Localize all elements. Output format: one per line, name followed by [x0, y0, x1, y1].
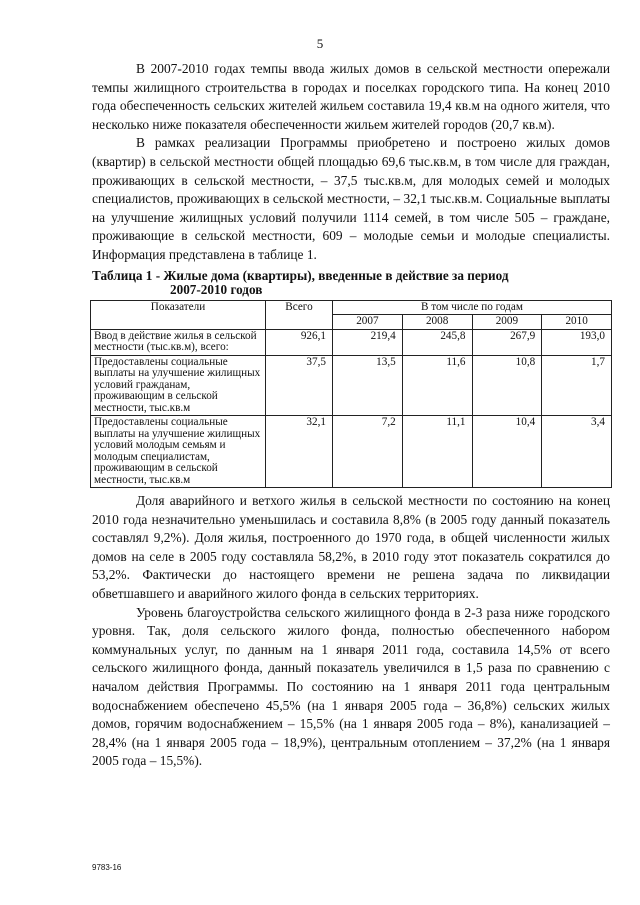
cell-2008: 245,8 — [402, 329, 472, 355]
paragraph-emergency-housing: Доля аварийного и ветхого жилья в сельской местности по состоянию на конец 2010 года незначительно уменьшилась и составила 8,8% (в 2005 году данный показатель составлял 9,2%). Доля жилья, построенного до 1970 года, в общей численности жилых домов на селе в 2005 году составляла 58,2%, в 2010 году этот показатель сократился до 53,2%. Фактически до настоящего времени не решена задача по ликвидации обветшавшего и аварийного жилого фонда в сельских территориях. — [92, 493, 610, 601]
cell-total: 32,1 — [266, 416, 333, 488]
page-number: 5 — [316, 36, 324, 51]
paragraph-utilities-level: Уровень благоустройства сельского жилищного фонда в 2-3 раза ниже городского уровня. Так, доля сельского жилого фонда, полностью обеспеченного набором коммунальных услуг, по данным на 1 января 2011 года, составила 14,5% от всего сельского жилищного фонда, данный показатель увеличился в 1,5 раза по сравнению с началом действия Программы. По состоянию на 1 января 2011 года центральным водоснабжением обеспечено 45,5% (на 1 января 2005 года – 36,8%) сельских жилых домов, горячим водоснабжением – 15,5% (на 1 января 2005 года – 8%), канализацией – 28,4% (на 1 января 2005 года – 18,9%), центральным отоплением – 37,2% (на 1 января 2005 года – 15,5%). — [92, 604, 610, 769]
table-caption — [92, 269, 610, 297]
row-label: Ввод в действие жилья в сельской местности (тыс.кв.м), всего: — [91, 329, 266, 355]
cell-2009: 267,9 — [472, 329, 542, 355]
cell-total: 37,5 — [266, 355, 333, 416]
cell-2010: 3,4 — [542, 416, 612, 488]
header-total: Всего — [266, 300, 333, 329]
cell-total: 926,1 — [266, 329, 333, 355]
housing-table — [90, 300, 612, 489]
cell-2008: 11,6 — [402, 355, 472, 416]
document-code: 9783-16 — [92, 863, 122, 872]
cell-2007: 13,5 — [333, 355, 403, 416]
header-year-2007: 2007 — [333, 315, 403, 330]
cell-2007: 219,4 — [333, 329, 403, 355]
cell-2009: 10,4 — [472, 416, 542, 488]
cell-2010: 1,7 — [542, 355, 612, 416]
table-caption-line2: 2007-2010 годов — [170, 281, 263, 297]
table-caption-line1: Таблица 1 - Жилые дома (квартиры), введенные в действие за период — [92, 267, 509, 283]
table-row — [91, 416, 612, 488]
document-body — [92, 60, 610, 771]
header-year-2008: 2008 — [402, 315, 472, 330]
cell-2010: 193,0 — [542, 329, 612, 355]
table-row — [91, 329, 612, 355]
cell-2009: 10,8 — [472, 355, 542, 416]
header-by-year: В том числе по годам — [333, 300, 612, 315]
table-row — [91, 355, 612, 416]
header-indicator: Показатели — [91, 300, 266, 329]
cell-2007: 7,2 — [333, 416, 403, 488]
cell-2008: 11,1 — [402, 416, 472, 488]
header-year-2010: 2010 — [542, 315, 612, 330]
paragraph-housing-rates: В 2007-2010 годах темпы ввода жилых домов в сельской местности опережали темпы жилищного строительства в городах и поселках городского типа. На конец 2010 года обеспеченность сельских жителей жильем составила 19,4 кв.м на одного жителя, что несколько ниже показателя обеспеченности жильем жителей городов (20,7 кв.м). — [92, 61, 610, 132]
row-label: Предоставлены социальные выплаты на улучшение жилищных условий молодым семьям и молодым специалистам, проживающим в сельской местности, тыс.кв.м — [91, 416, 266, 488]
paragraph-program-results: В рамках реализации Программы приобретено и построено жилых домов (квартир) в сельской местности общей площадью 69,6 тыс.кв.м, в том числе для граждан, проживающих в сельской местности, – 37,5 тыс.кв.м, для молодых семей и молодых специалистов, проживающих в сельской местности, – 32,1 тыс.кв.м. Социальные выплаты на улучшение жилищных условий получили 1114 семей, в том числе 505 – граждане, проживающие в сельской местности, 609 – молодые семьи и молодые специалисты. Информация представлена в таблице 1. — [92, 135, 610, 262]
row-label: Предоставлены социальные выплаты на улучшение жилищных условий гражданам, проживающим в сельской местности, тыс.кв.м — [91, 355, 266, 416]
header-year-2009: 2009 — [472, 315, 542, 330]
